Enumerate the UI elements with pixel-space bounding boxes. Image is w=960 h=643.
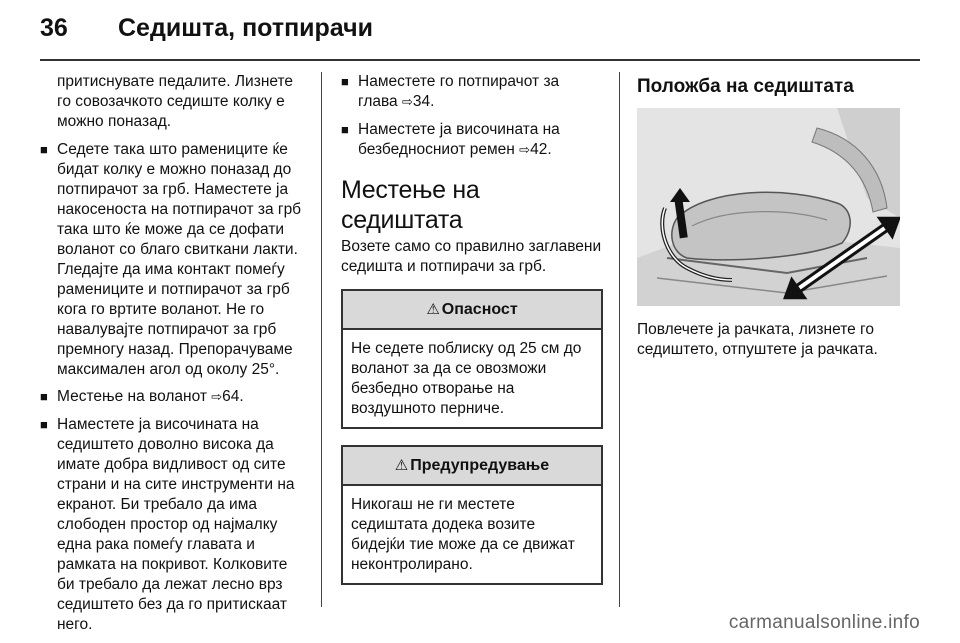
figure-caption: Повлечете ја рачката, лизнете го седиштето, отпуштете ја рачката. <box>637 321 878 358</box>
list-item <box>341 120 603 161</box>
list-item-text: Наместете го потпирачот за глава <box>358 73 560 110</box>
bullet-icon: ■ <box>40 417 48 432</box>
column-2 <box>341 72 603 601</box>
page-ref-link[interactable]: 42. <box>530 141 552 158</box>
seat-adjustment-illustration <box>637 108 900 306</box>
page-ref-arrow-icon[interactable]: ⇨ <box>401 95 413 110</box>
warning-icon: ⚠ <box>394 456 409 474</box>
page-ref-link[interactable]: 34. <box>412 93 435 110</box>
list-item <box>40 415 304 635</box>
bullet-list-2 <box>341 72 603 161</box>
column-divider-1 <box>321 72 322 607</box>
page-ref-link[interactable]: 64. <box>222 388 244 405</box>
list-item <box>341 72 603 113</box>
list-item-text: Наместете ја височината на седиштето доволно висока да имате добра видливост од сите страни и на сите инструменти на екранот. Би требало да има слободен простор од најмалку една рака помеѓу главата и рамката на покривот. Колковите би требало да лежат лесно врз седиштето без да го притискаат него. <box>57 416 295 633</box>
list-item <box>40 387 304 408</box>
page-title: Седишта, потпирачи <box>118 14 373 42</box>
bullet-icon: ■ <box>40 389 48 404</box>
page-ref-arrow-icon[interactable]: ⇨ <box>519 143 531 158</box>
bullet-list-1 <box>40 140 304 635</box>
danger-box-header <box>343 291 601 330</box>
bullet-icon: ■ <box>40 142 48 157</box>
warning-box-title: Предупредување <box>410 457 550 474</box>
column-3 <box>637 72 920 368</box>
section-heading: Положба на седиштата <box>637 76 854 97</box>
list-item-text: Седете така што рамениците ќе бидат колку е можно поназад до потпирачот за грб. Наместете ја накосеноста на потпирачот за грб така што ќе може да се дофати воланот со благо свиткани лакти. Гледајте да има контакт помеѓу рамениците и потпирачот за грб кога го вртите воланот. Не го навалувајте потпирачот за грб премногу назад. Препорачуваме максимален агол од околу 25°. <box>57 141 302 378</box>
section-heading: Местење на седиштата <box>341 176 480 234</box>
section-paragraph: Возете само со правилно заглавени седишта и потпирачи за грб. <box>341 238 602 275</box>
warning-box-header <box>343 447 601 486</box>
list-item-text: Местење на воланот <box>57 388 212 405</box>
column-1 <box>40 72 304 643</box>
page-ref-arrow-icon[interactable]: ⇨ <box>211 390 223 405</box>
list-item <box>40 140 304 380</box>
warning-icon: ⚠ <box>426 300 440 318</box>
list-item-text: Наместете ја височината на безбедносниот ремен <box>358 121 560 158</box>
bullet-icon: ■ <box>341 122 349 137</box>
page-header <box>40 14 373 54</box>
danger-box-title: Опасност <box>441 301 518 318</box>
warning-box-text: Никогаш не ги местете седиштата додека возите бидејќи тие може да се движат неконтролирано. <box>351 496 575 573</box>
danger-box <box>341 289 603 429</box>
header-divider <box>40 59 920 61</box>
page-number: 36 <box>40 14 68 42</box>
warning-box <box>341 445 603 585</box>
column-divider-2 <box>619 72 620 607</box>
intro-paragraph: притиснувате педалите. Лизнете го совозачкото седиште колку е можно поназад. <box>57 73 294 130</box>
watermark: carmanualsonline.info <box>728 612 920 633</box>
seat-illustration-svg <box>637 108 900 306</box>
danger-box-text: Не седете поблиску од 25 см до воланот за да се овозможи безбедно отворање на воздушното перниче. <box>351 340 582 417</box>
bullet-icon: ■ <box>341 74 349 89</box>
